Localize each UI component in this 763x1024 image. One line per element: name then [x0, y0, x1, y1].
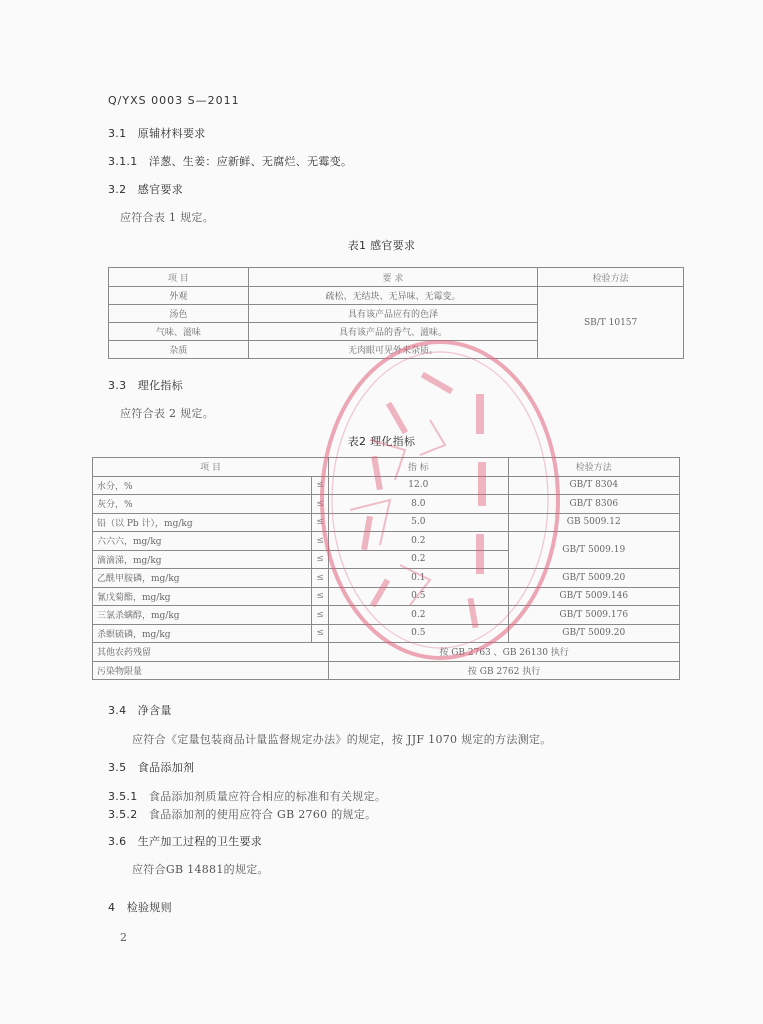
value-cell: 12.0 [329, 476, 508, 495]
method-cell: SB/T 10157 [538, 287, 684, 359]
method-cell: GB/T 5009.146 [508, 587, 680, 606]
requirement-cell: 具有该产品应有的色泽 [248, 305, 537, 323]
section-3-2 [108, 181, 183, 197]
clause-3-1-1 [108, 153, 352, 169]
section-title: 检验规则 [126, 901, 172, 914]
table-row [93, 624, 680, 643]
section-3-6-text: 应符合GB 14881的规定。 [132, 863, 269, 876]
le-sign: ≤ [312, 624, 329, 643]
method-cell: GB/T 8304 [508, 476, 680, 495]
section-title: 理化指标 [137, 379, 183, 392]
requirement-cell: 无肉眼可见外来杂质。 [248, 341, 537, 359]
table-row [93, 513, 680, 532]
value-cell: 5.0 [329, 513, 508, 532]
item-cell: 乙酰甲胺磷，mg/kg [93, 569, 312, 588]
clause-text: 食品添加剂的使用应符合 GB 2760 的规定。 [148, 808, 377, 821]
sensory-requirements-table [108, 267, 684, 359]
method-cell: GB/T 8306 [508, 495, 680, 514]
value-cell: 8.0 [329, 495, 508, 514]
clause-number: 3.1.1 [108, 155, 138, 168]
rule-cell: 按 GB 2763 、GB 26130 执行 [329, 643, 680, 662]
section-3-6 [108, 833, 262, 849]
section-title: 生产加工过程的卫生要求 [137, 835, 263, 848]
document-code: Q/YXS 0003 S—2011 [108, 94, 240, 107]
item-cell: 杀螟硫磷，mg/kg [93, 624, 312, 643]
value-cell: 0.2 [329, 606, 508, 625]
value-cell: 0.1 [329, 569, 508, 588]
table1-caption: 表1 感官要求 [347, 239, 416, 252]
section-3-3-text: 应符合表 2 规定。 [120, 407, 214, 420]
section-3-4-text: 应符合《定量包装商品计量监督规定办法》的规定，按 JJF 1070 规定的方法测定。 [132, 733, 552, 746]
table-row [93, 587, 680, 606]
column-header: 项 目 [93, 458, 329, 477]
item-cell: 其他农药残留 [93, 643, 329, 662]
table-header-row [109, 268, 684, 287]
physicochemical-indicators-table [92, 457, 680, 680]
value-cell: 0.2 [329, 532, 508, 551]
column-header: 要 求 [248, 268, 537, 287]
value-cell: 0.2 [329, 550, 508, 569]
method-cell: GB/T 5009.19 [508, 532, 680, 569]
le-sign: ≤ [312, 569, 329, 588]
item-cell: 汤色 [109, 305, 249, 323]
table-row [93, 532, 680, 551]
item-cell: 六六六，mg/kg [93, 532, 312, 551]
item-cell: 铅（以 Pb 计），mg/kg [93, 513, 312, 532]
clause-3-5-2 [108, 806, 376, 822]
clause-text: 食品添加剂质量应符合相应的标准和有关规定。 [148, 790, 387, 803]
table-row [93, 643, 680, 662]
item-cell: 滴滴涕，mg/kg [93, 550, 312, 569]
le-sign: ≤ [312, 606, 329, 625]
table-row [109, 287, 684, 305]
table-row [93, 661, 680, 680]
clause-number: 3.5.2 [108, 808, 138, 821]
section-3-4 [108, 702, 172, 718]
le-sign: ≤ [312, 532, 329, 551]
section-3-5 [108, 759, 194, 775]
le-sign: ≤ [312, 587, 329, 606]
value-cell: 0.5 [329, 624, 508, 643]
section-number: 3.3 [108, 379, 127, 392]
section-number: 3.6 [108, 835, 127, 848]
requirement-cell: 疏松、无结块、无异味、无霉变。 [248, 287, 537, 305]
section-3-3 [108, 377, 183, 393]
clause-number: 3.5.1 [108, 790, 138, 803]
table-row [93, 476, 680, 495]
section-3-1 [108, 125, 206, 141]
item-cell: 水分，% [93, 476, 312, 495]
method-cell: GB/T 5009.20 [508, 569, 680, 588]
column-header: 指 标 [329, 458, 508, 477]
item-cell: 外观 [109, 287, 249, 305]
section-title: 净含量 [137, 704, 172, 717]
section-3-2-text: 应符合表 1 规定。 [120, 211, 214, 224]
table2-caption: 表2 理化指标 [347, 435, 416, 448]
le-sign: ≤ [312, 513, 329, 532]
requirement-cell: 具有该产品的香气、滋味。 [248, 323, 537, 341]
section-number: 3.4 [108, 704, 127, 717]
column-header: 检验方法 [538, 268, 684, 287]
table-header-row [93, 458, 680, 477]
section-number: 3.2 [108, 183, 127, 196]
section-4 [108, 899, 172, 915]
section-title: 食品添加剂 [137, 761, 195, 774]
item-cell: 污染物限量 [93, 661, 329, 680]
table-row [93, 495, 680, 514]
item-cell: 三氯杀螨醇，mg/kg [93, 606, 312, 625]
clause-3-5-1 [108, 788, 386, 804]
section-title: 感官要求 [137, 183, 183, 196]
item-cell: 气味、滋味 [109, 323, 249, 341]
method-cell: GB/T 5009.176 [508, 606, 680, 625]
le-sign: ≤ [312, 495, 329, 514]
item-cell: 杂质 [109, 341, 249, 359]
value-cell: 0.5 [329, 587, 508, 606]
section-number: 3.1 [108, 127, 127, 140]
method-cell: GB/T 5009.20 [508, 624, 680, 643]
clause-text: 洋葱、生姜：应新鲜、无腐烂、无霉变。 [148, 155, 353, 168]
page-number: 2 [120, 931, 128, 944]
le-sign: ≤ [312, 476, 329, 495]
item-cell: 氰戊菊酯，mg/kg [93, 587, 312, 606]
column-header: 项 目 [109, 268, 249, 287]
table-row [93, 606, 680, 625]
section-number: 4 [108, 901, 116, 914]
column-header: 检验方法 [508, 458, 680, 477]
table-row [93, 569, 680, 588]
le-sign: ≤ [312, 550, 329, 569]
section-number: 3.5 [108, 761, 127, 774]
item-cell: 灰分，% [93, 495, 312, 514]
section-title: 原辅材料要求 [137, 127, 206, 140]
rule-cell: 按 GB 2762 执行 [329, 661, 680, 680]
method-cell: GB 5009.12 [508, 513, 680, 532]
